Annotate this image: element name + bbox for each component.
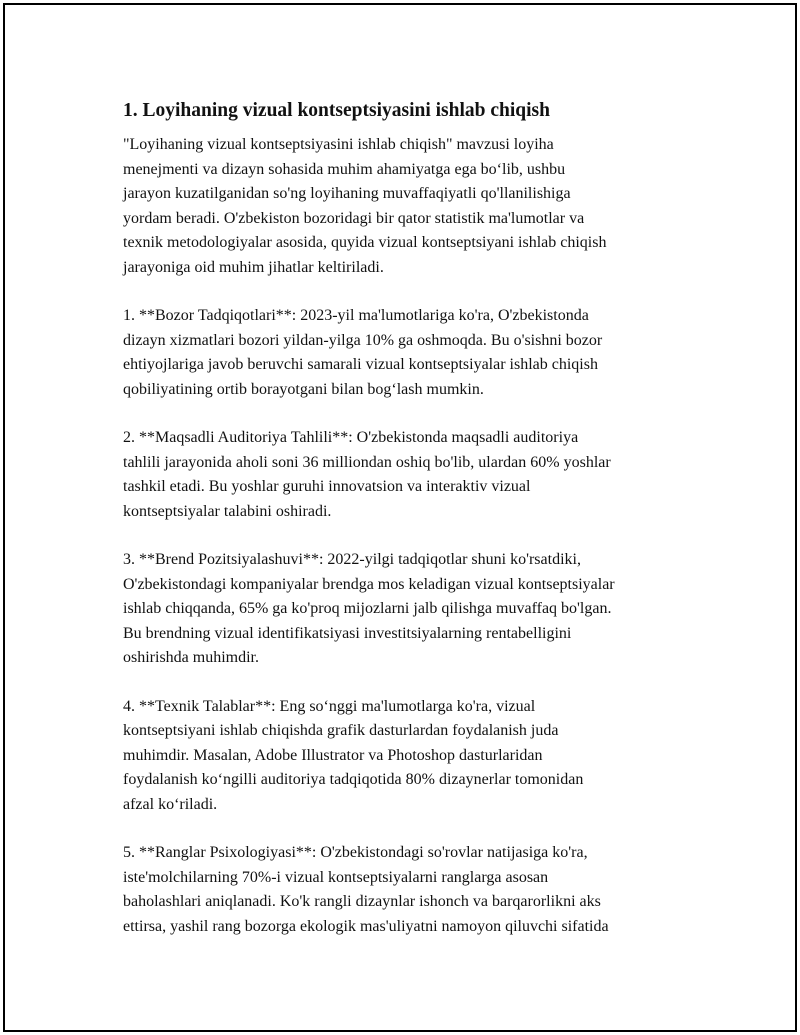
paragraph-target-audience: 2. **Maqsadli Auditoriya Tahlili**: O'zbekistonda maqsadli auditoriya tahlili jarayonida aholi soni 36 milliondan oshiq bo'lib, ulardan 60% yoshlar tashkil etadi. Bu yoshlar guruhi innovatsion va interaktiv vizual kontseptsiyalar talabini oshiradi. — [123, 429, 611, 520]
page-border — [3, 3, 797, 1032]
document-body — [123, 97, 698, 963]
paragraph-color-psychology: 5. **Ranglar Psixologiyasi**: O'zbekistondagi so'rovlar natijasiga ko'ra, iste'molchilarning 70%-i vizual kontseptsiyalarni ranglarga asosan baholashlari aniqlanadi. Ko'k rangli dizaynlar ishonch va barqarorlikni aks ettirsa, yashil rang bozorga ekologik mas'uliyatni namoyon qiluvchi sifatida — [123, 844, 609, 935]
paragraph-market-research: 1. **Bozor Tadqiqotlari**: 2023-yil ma'lumotlariga ko'ra, O'zbekistonda dizayn xizmatlari bozori yildan-yilga 10% ga oshmoqda. Bu o'sishni bozor ehtiyojlariga javob beruvchi samarali vizual kontseptsiyalar ishlab chiqish qobiliyatining ortib borayotgani bilan bog‘lash mumkin. — [123, 307, 603, 398]
section-heading: 1. Loyihaning vizual kontseptsiyasini ishlab chiqish — [123, 100, 550, 121]
paragraph-brand-positioning: 3. **Brend Pozitsiyalashuvi**: 2022-yilgi tadqiqotlar shuni ko'rsatdiki, O'zbekistondagi kompaniyalar brendga mos keladigan vizual kontseptsiyalar ishlab chiqqanda, 65% ga ko'proq mijozlarni jalb qilishga muvaffaq bo'lgan. Bu brendning vizual identifikatsiyasi investitsiyalarning rentabelligini oshirishda muhimdir. — [123, 551, 615, 666]
paragraph-technical-requirements: 4. **Texnik Talablar**: Eng so‘nggi ma'lumotlarga ko'ra, vizual kontseptsiyani ishlab chiqishda grafik dasturlardan foydalanish juda muhimdir. Masalan, Adobe Illustrator va Photoshop dasturlaridan foydalanish ko‘ngilli auditoriya tadqiqotida 80% dizaynerlar tomonidan afzal ko‘riladi. — [123, 697, 584, 813]
intro-paragraph: "Loyihaning vizual kontseptsiyasini ishlab chiqish" mavzusi loyiha menejmenti va dizayn sohasida muhim ahamiyatga ega bo‘lib, ushbu jarayon kuzatilganidan so'ng loyihaning muvaffaqiyatli qo'llanilishiga yordam beradi. O'zbekiston bozoridagi bir qator statistik ma'lumotlar va texnik metodologiyalar asosida, quyida vizual kontseptsiyani ishlab chiqish jarayoniga oid muhim jihatlar keltiriladi. — [123, 136, 607, 276]
